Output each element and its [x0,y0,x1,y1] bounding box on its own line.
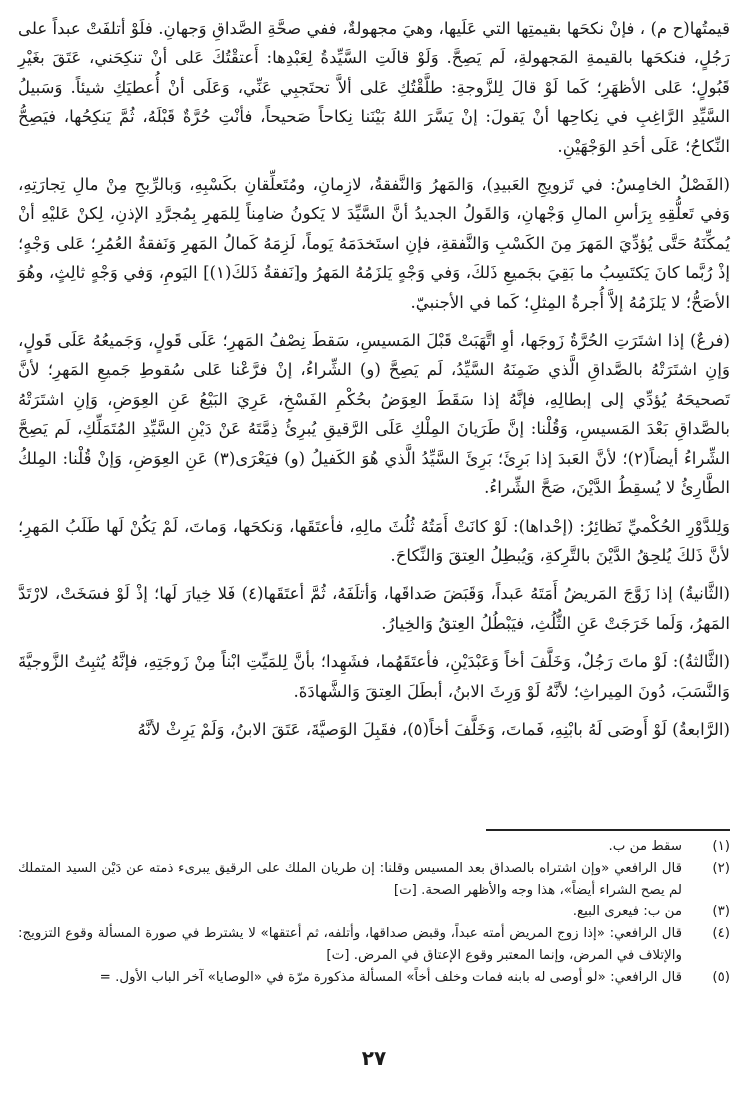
paragraph-7: (الرَّابعةُ) لَوْ أَوصَى لَهُ بابْنِهِ، فَماتَ، وَخَلَّفَ أخاً(٥)، فقَبِلَ الوَصيَّةَ، عَتَقَ الابنُ، وَلَمْ يَرِثْ لأنَّهُ [137,719,730,739]
footnotes [18,836,730,989]
footnote-number: (٥) [712,969,730,985]
footnote [18,923,730,967]
footnote [18,836,730,858]
paragraph-6: (الثَّالثةُ): لَوْ ماتَ رَجُلٌ، وَخَلَّفَ أخاً وَعَبْدَيْنِ، فأعتَقَهُما، فشَهِدا؛ بأنَّ لِلمَيِّتِ ابْناً مِنْ زَوجَتِهِ، فإنَّهُ يُثبِتُ الزَّوجيَّةَ وَالنَّسَبَ، دُونَ المِيراثِ؛ لأنَّهُ لَوْ وَرِثَ الابنُ، أبطَلَ العِتقَ وَالشَّهادَةَ. [18,652,730,701]
page-number: ٢٧ [361,1046,387,1070]
paragraph-5: (الثَّانيةُ) إذا زَوَّجَ المَريضُ أَمَتَهُ عَبداً، وَقَبَضَ صَداقَها، وَأتلَفَهُ، ثُمَّ أعتَقَها(٤) فَلا خِيارَ لَها؛ إذْ لَوْ فسَخَتْ، لارْتَدَّ المَهرُ، وَلَما خَرَجَتْ عَنِ الثُّلُثِ، فيَبْطُلُ العِتقُ وَالخِيارُ. [18,584,730,633]
footnote-text: من ب: فيعرى البيع. [572,904,682,920]
footnote [18,967,730,989]
footnote-text: قال الرافعي: «لو أوصى له بابنه فمات وخلف أخاً» المسألة مذكورة مرّة في «الوصايا» آخر الباب الأول. = [99,969,682,985]
footnote-text: قال الرافعي «وإن اشتراه بالصداق بعد المسيس وقلنا: إن طريان الملك على الرقيق يبرىء ذمته عن دَيْن السيد المتملك لم يصح الشراء أيضاً»، هذا وجه والأظهر الصحة. [ت] [18,860,682,898]
footnote-number: (٢) [712,860,730,876]
footnote [18,858,730,902]
footnote-number: (٣) [712,904,730,920]
paragraph-3: (فرعٌ) إذا اشتَرَتِ الحُرَّةُ زَوجَها، أوِ اتَّهَبَتْ قَبْلَ المَسيسِ، سَقطَ نِصْفُ المَهرِ؛ عَلَى قَولٍ، وَجَميعُهُ عَلَى قَولٍ، وَإنِ اشتَرَتْهُ بالصَّداقِ الَّذي ضَمِنَهُ السَّيِّدُ، لَم يَصِحَّ (و) الشِّراءُ، إنْ فرَّعْنا عَلى سُقوطِ جَميعِ المَهرِ؛ لأنَّ تَصحيحَهُ يُؤدِّي إلى إبطالِهِ، فإنَّهُ إذا سَقَطَ العِوَضُ بحُكْمِ الفَسْخِ، عَرِيَ البَيْعُ عَنِ العِوَضِ، وَإنِ اشتَرَتْهُ بالصَّداقِ بَعْدَ المَسيسِ، وَقُلْنا: إنَّ طَرَيانَ المِلْكِ عَلَى الرَّقيقِ يُبرِئُ ذِمَّتَهُ عَنْ دَيْنِ السَّيِّدِ المُتَمَلِّكِ، لَم يَصِحَّ الشِّراءُ أيضاً(٢)؛ لأنَّ العَبدَ إذا بَرِئَ؛ بَرِئَ السَّيِّدُ الَّذي هُوَ الكَفيلُ (و) فيَعْرَى(٣) عَنِ العِوَضِ، وَإنْ قُلْنا: المِلكُ الطَّارِئُ لا يُسقِطُ الدَّيْنَ، صَحَّ الشِّراءُ. [18,331,730,498]
footnote-text: سقط من ب. [608,839,682,854]
footnote [18,901,730,923]
paragraph-1: قيمتُها(ح م) ، فإنْ نكحَها بقيمتِها التي عَلَيها، وهيَ مجهولةٌ، ففي صحَّةِ الصَّداقِ وَجهانِ. فلَوْ أتلفَتْ عبداً على رَجُلٍ، فنكحَها بالقيمةِ المَجهولةِ، لَم يَصِحَّ. وَلَوْ قالَتِ السَّيِّدةُ لِعَبْدِها: أَعتقْتُكَ عَلى أنْ تنكِحَني، عَتَقَ بغَيْرِ قَبُولٍ؛ عَلى الأظهَرِ؛ كَما لَوْ قالَ لِلزَّوجةِ: طلَّقْتُكِ عَلى ألاَّ تحتَجبِي عَنِّي، وَعَلَى أنْ أُعطيَكِ شيئاً. وَسَبيلُ السَّيِّدِ الرَّاغِبِ في نِكاحِها أنْ يَقولَ: إنْ يَسَّرَ اللهُ بَيْنَنا نِكاحاً صَحيحاً، فأنْتِ حُرَّةٌ قَبْلَهُ، ثُمَّ يَنكِحُها، فيَصِحُّ النِّكاحُ؛ عَلَى أحَدِ الوَجْهَيْنِ. [18,19,730,156]
footnote-text: قال الرافعي: «إذا زوج المريض أمته عبداً، وقبض صداقها، وأتلفه، ثم أعتقها» لا يشترط في صورة المسألة وقوع التزويج: والإتلاف في المرض، وإنما المعتبر وقوع الإعتاق في المرض. [ت] [18,926,682,963]
footnote-separator [486,829,730,831]
paragraph-4: وَلِلدَّوْرِ الحُكْميِّ نَظائِرُ: (إحْداها): لَوْ كانَتْ أَمَتُهُ ثُلُثَ مالِهِ، فأعتَقَها، وَنكحَها، وَماتَ، لَمْ يَكُنْ لَها طَلَبُ المَهرِ؛ لأنَّ ذَلكَ يُلحِقُ الدَّيْنَ بالتَّرِكةِ، وَيُبطِلُ العِتقَ وَالنِّكاحَ. [18,516,730,565]
main-text [18,14,730,744]
paragraph-2: (الفَصْلُ الخامِسُ: في تَزويجِ العَبيدِ)، وَالمَهرُ وَالنَّفقةُ، لازِمانِ، ومُتَعلِّقانِ بكَسْبِهِ، وَبالرِّبحِ مِنْ مالِ تِجارَتِهِ، وَفي تَعلُّقِهِ بِرَأسِ المالِ وَجْهانِ، وَالقَولُ الجديدُ أنَّ السَّيِّدَ لا يَكونُ ضامِناً لِلمَهرِ بِمُجرَّدِ الإذنِ، لِكنْ عَليْهِ أنْ يُمكِّنَهُ حَتَّى يُؤدِّيَ المَهرَ مِنَ الكَسْبِ وَالنَّفقةِ، فإنِ استَخدَمَهُ يَوماً، لَزِمَهُ كَمالُ المَهرِ وَنَفقةُ العُمُرِ؛ عَلى وَجْهٍ؛ إذْ رُبَّما كانَ يَكتَسِبُ ما بَقِيَ بجَميعِ ذَلكَ، وَفي وَجْهٍ يَلزَمُهُ المَهرُ و[نَفقةُ ذَلكَ(١)] اليَومِ، وَفي وَجْهٍ ثالِثٍ، وهُوَ الأصَحُّ؛ لا يَلزَمُهُ إلاَّ أُجرةُ المِثلِ؛ كَما في الأجنبيّ. [18,175,730,312]
footnote-number: (١) [712,839,730,854]
document-page [18,14,730,1084]
footnote-number: (٤) [712,926,730,942]
